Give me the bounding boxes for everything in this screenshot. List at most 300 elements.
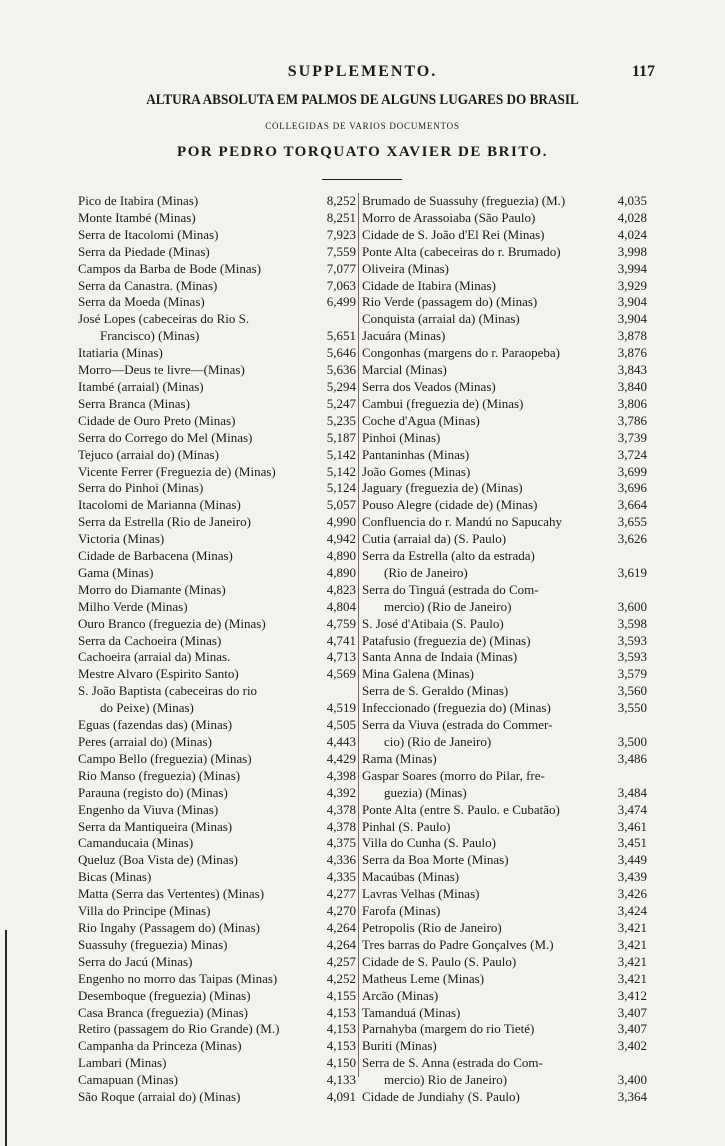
- table-entry: [78, 193, 356, 210]
- table-entry: [78, 244, 356, 261]
- altitude-value: 8,251: [326, 209, 356, 225]
- place-name: Suassuhy (freguezia) Minas): [78, 936, 228, 952]
- altitude-value: 7,077: [326, 260, 356, 276]
- place-name: Queluz (Boa Vista de) (Minas): [78, 852, 238, 868]
- table-entry: [359, 362, 647, 379]
- altitude-value: 3,400: [617, 1072, 647, 1088]
- altitude-value: 3,598: [617, 615, 647, 631]
- altitude-value: 4,264: [326, 919, 356, 935]
- place-name: Morro do Diamante (Minas): [78, 581, 226, 597]
- altitude-value: 4,153: [326, 1038, 356, 1054]
- place-name: Pinhal (S. Paulo): [362, 818, 451, 834]
- place-name: Campo Bello (freguezia) (Minas): [78, 750, 252, 766]
- place-name: Jaguary (freguezia de) (Minas): [362, 480, 523, 496]
- place-name: Serra de S. Anna (estrada do Com-: [362, 1055, 543, 1071]
- table-entry: [78, 683, 356, 717]
- altitude-value: 4,252: [326, 970, 356, 986]
- table-entry: [78, 971, 356, 988]
- table-entry: [359, 413, 647, 430]
- place-name: Marcial (Minas): [362, 362, 447, 378]
- table-entry: [359, 447, 647, 464]
- table-entry: [359, 717, 647, 751]
- table-entry: [359, 531, 647, 548]
- place-name: Farofa (Minas): [362, 903, 441, 919]
- place-name: Serra da Viuva (estrada do Commer-: [362, 717, 553, 733]
- place-name: Matta (Serra das Vertentes) (Minas): [78, 886, 265, 902]
- table-entry: [359, 430, 647, 447]
- table-title: ALTURA ABSOLUTA EM PALMOS DE ALGUNS LUGARES DO BRASIL: [146, 92, 579, 108]
- table-entry: [359, 1038, 647, 1055]
- place-name: Francisco) (Minas): [100, 328, 200, 344]
- place-name: São Roque (arraial do) (Minas): [78, 1089, 241, 1105]
- altitude-value: 3,364: [617, 1089, 647, 1105]
- place-name: Cidade de Barbacena (Minas): [78, 548, 233, 564]
- place-name: Serra da Piedade (Minas): [78, 243, 210, 259]
- altitude-value: 3,550: [617, 700, 647, 716]
- altitude-value: 3,421: [617, 953, 647, 969]
- table-entry: [78, 379, 356, 396]
- place-name: Serra da Mantiqueira (Minas): [78, 818, 233, 834]
- table-entry: [359, 548, 647, 582]
- altitude-value: 4,133: [326, 1072, 356, 1088]
- place-name: Retiro (passagem do Rio Grande) (M.): [78, 1021, 280, 1037]
- place-name: (Rio de Janeiro): [384, 564, 468, 580]
- place-name: Camanducaia (Minas): [78, 835, 194, 851]
- table-entry: [78, 311, 356, 345]
- altitude-value: 3,421: [617, 970, 647, 986]
- altitude-value: 7,063: [326, 277, 356, 293]
- place-name: Itatiaria (Minas): [78, 345, 163, 361]
- altitude-value: 3,424: [617, 903, 647, 919]
- table-entry: [78, 447, 356, 464]
- altitude-value: 4,028: [617, 209, 647, 225]
- table-entry: [359, 768, 647, 802]
- altitude-value: 3,500: [617, 734, 647, 749]
- place-name: Morro de Arassoiaba (São Paulo): [362, 209, 536, 225]
- table-entry: [78, 717, 356, 734]
- table-entry: [359, 328, 647, 345]
- altitude-value: 4,091: [326, 1089, 356, 1105]
- table-entry: [359, 1021, 647, 1038]
- place-name: Macaúbas (Minas): [362, 869, 460, 885]
- place-name: Serra da Canastra. (Minas): [78, 277, 218, 293]
- altitude-value: 3,664: [617, 497, 647, 513]
- altitude-value: 4,569: [326, 666, 356, 682]
- table-entry: [78, 1005, 356, 1022]
- place-name: Serra de S. Geraldo (Minas): [362, 683, 509, 699]
- table-entry: [359, 497, 647, 514]
- table-entry: [359, 210, 647, 227]
- place-name: Tres barras do Padre Gonçalves (M.): [362, 936, 554, 952]
- altitude-value: 4,378: [326, 818, 356, 834]
- place-name: Campanha da Princeza (Minas): [78, 1038, 242, 1054]
- altitude-value: 3,696: [617, 480, 647, 496]
- altitude-value: 4,759: [326, 615, 356, 631]
- altitude-value: 3,904: [617, 294, 647, 310]
- table-entry: [78, 278, 356, 295]
- place-name: Ponte Alta (entre S. Paulo. e Cubatão): [362, 801, 560, 817]
- place-name: cio) (Rio de Janeiro): [384, 734, 492, 749]
- altitude-value: 3,486: [617, 750, 647, 766]
- table-entry: [359, 261, 647, 278]
- place-name: José Lopes (cabeceiras do Rio S.: [78, 311, 250, 327]
- altitude-value: 5,142: [326, 446, 356, 462]
- altitude-value: 3,600: [617, 598, 647, 614]
- altitude-value: 3,560: [617, 683, 647, 699]
- altitude-value: 3,449: [617, 852, 647, 868]
- place-name: Brumado de Suassuhy (freguezia) (M.): [362, 193, 566, 208]
- table-entry: [359, 971, 647, 988]
- table-entry: [78, 261, 356, 278]
- place-name: Cutia (arraial da) (S. Paulo): [362, 531, 507, 547]
- table-entry: [359, 869, 647, 886]
- place-name: Desemboque (freguezia) (Minas): [78, 987, 251, 1003]
- table-entry: [359, 852, 647, 869]
- altitude-value: 3,806: [617, 395, 647, 411]
- altitude-value: 4,153: [326, 1021, 356, 1037]
- place-name: Cidade de Itabira (Minas): [362, 277, 496, 293]
- place-name: Ouro Branco (freguezia de) (Minas): [78, 615, 266, 631]
- table-entry: [78, 616, 356, 633]
- place-name: Cidade de Jundiahy (S. Paulo): [362, 1089, 520, 1105]
- table-entry: [78, 633, 356, 650]
- table-entry: [359, 1005, 647, 1022]
- altitude-value: 3,402: [617, 1038, 647, 1054]
- altitude-value: 4,505: [326, 717, 356, 733]
- altitude-value: 4,942: [326, 531, 356, 547]
- table-entry: [359, 227, 647, 244]
- place-name: Camapuan (Minas): [78, 1072, 179, 1088]
- altitude-value: 4,392: [326, 784, 356, 800]
- altitude-value: 4,024: [617, 226, 647, 242]
- place-name: Campos da Barba de Bode (Minas): [78, 260, 262, 276]
- table-entry: [359, 903, 647, 920]
- table-entry: [359, 666, 647, 683]
- place-name: Serra da Cachoeira (Minas): [78, 632, 222, 648]
- altitude-value: 6,499: [326, 294, 356, 310]
- altitude-value: 4,257: [326, 953, 356, 969]
- place-name: Buriti (Minas): [362, 1038, 437, 1054]
- altitude-value: 5,636: [326, 362, 356, 378]
- table-entry: [78, 514, 356, 531]
- right-column: [358, 193, 647, 1105]
- table-entry: [78, 1055, 356, 1072]
- altitude-value: 4,429: [326, 750, 356, 766]
- altitude-value: 3,739: [617, 429, 647, 445]
- table-entry: [78, 1089, 356, 1106]
- table-entry: [78, 835, 356, 852]
- table-entry: [359, 835, 647, 852]
- altitude-value: 4,336: [326, 852, 356, 868]
- table-entry: [359, 700, 647, 717]
- table-entry: [359, 683, 647, 700]
- altitude-value: 3,593: [617, 649, 647, 665]
- table-entry: [359, 819, 647, 836]
- table-entry: [78, 413, 356, 430]
- table-entry: [78, 464, 356, 481]
- altitude-value: 4,153: [326, 1004, 356, 1020]
- place-name: Infeccionado (freguezia do) (Minas): [362, 700, 551, 716]
- table-entry: [78, 531, 356, 548]
- altitude-value: 3,699: [617, 463, 647, 479]
- table-entry: [359, 345, 647, 362]
- place-name: Arcão (Minas): [362, 987, 439, 1003]
- altitude-value: 7,559: [326, 243, 356, 259]
- altitude-value: 5,187: [326, 429, 356, 445]
- altitude-value: 3,426: [617, 886, 647, 902]
- place-name: Tejuco (arraial do) (Minas): [78, 446, 219, 462]
- place-name: Serra do Pinhoi (Minas): [78, 480, 204, 496]
- altitude-value: 3,994: [617, 260, 647, 276]
- table-entry: [78, 582, 356, 599]
- place-name: Morro—Deus te livre—(Minas): [78, 362, 245, 378]
- altitude-value: 5,235: [326, 412, 356, 428]
- place-name: Santa Anna de Indaia (Minas): [362, 649, 518, 665]
- altitude-value: 4,804: [326, 598, 356, 614]
- table-entry: [359, 480, 647, 497]
- table-entry: [359, 751, 647, 768]
- table-entry: [78, 869, 356, 886]
- table-entry: [78, 886, 356, 903]
- altitude-value: 5,247: [326, 395, 356, 411]
- altitude-value: 3,484: [617, 784, 647, 800]
- place-name: Conquista (arraial da) (Minas): [362, 311, 520, 327]
- place-name: Rio Manso (freguezia) (Minas): [78, 767, 241, 783]
- running-head: [0, 63, 725, 83]
- table-entry: [78, 1038, 356, 1055]
- place-name: Engenho no morro das Taipas (Minas): [78, 970, 278, 986]
- place-name: Pinhoi (Minas): [362, 429, 441, 445]
- margin-line: [5, 930, 7, 1146]
- place-name: Oliveira (Minas): [362, 260, 450, 276]
- running-title: SUPPLEMENTO.: [287, 63, 438, 80]
- table-entry: [78, 988, 356, 1005]
- place-name: Serra do Tinguá (estrada do Com-: [362, 581, 539, 597]
- place-name: Lavras Velhas (Minas): [362, 886, 480, 902]
- table-entry: [78, 1021, 356, 1038]
- table-entry: [78, 785, 356, 802]
- place-name: Lambari (Minas): [78, 1055, 167, 1071]
- place-name: Confluencia do r. Mandú no Sapucahy: [362, 514, 563, 530]
- table-entry: [359, 1055, 647, 1089]
- altitude-value: 4,155: [326, 987, 356, 1003]
- altitude-value: 4,823: [326, 581, 356, 597]
- altitude-value: 4,398: [326, 767, 356, 783]
- altitude-value: 3,626: [617, 531, 647, 547]
- table-entry: [359, 514, 647, 531]
- place-name: guezia) (Minas): [384, 784, 467, 800]
- place-name: Patafusio (freguezia de) (Minas): [362, 632, 531, 648]
- place-name: Victoria (Minas): [78, 531, 165, 547]
- table-entry: [78, 666, 356, 683]
- place-name: Pico de Itabira (Minas): [78, 193, 199, 208]
- place-name: Cambui (freguezia de) (Minas): [362, 395, 524, 411]
- title-rule: [322, 179, 402, 180]
- altitude-value: 3,786: [617, 412, 647, 428]
- altitude-value: 4,378: [326, 801, 356, 817]
- altitude-value: 4,375: [326, 835, 356, 851]
- place-name: Monte Itambé (Minas): [78, 209, 196, 225]
- place-name: Coche d'Agua (Minas): [362, 412, 480, 428]
- place-name: Mina Galena (Minas): [362, 666, 474, 682]
- place-name: Serra Branca (Minas): [78, 395, 190, 411]
- place-name: Cachoeira (arraial da) Minas.: [78, 649, 231, 665]
- altitude-value: 4,277: [326, 886, 356, 902]
- table-entry: [78, 768, 356, 785]
- altitude-value: 3,998: [617, 243, 647, 259]
- place-name: Serra do Jacú (Minas): [78, 953, 193, 969]
- place-name: Casa Branca (freguezia) (Minas): [78, 1004, 248, 1020]
- place-name: Pouso Alegre (cidade de) (Minas): [362, 497, 538, 513]
- table-entry: [78, 548, 356, 565]
- table-entry: [359, 886, 647, 903]
- table-entry: [359, 193, 647, 210]
- table-entry: [78, 227, 356, 244]
- place-name: S. João Baptista (cabeceiras do rio: [78, 683, 258, 699]
- author-line: POR PEDRO TORQUATO XAVIER DE BRITO.: [177, 144, 548, 160]
- table-entry: [78, 819, 356, 836]
- left-column: [78, 193, 356, 1106]
- table-entry: [359, 954, 647, 971]
- place-name: Vicente Ferrer (Freguezia de) (Minas): [78, 463, 276, 479]
- place-name: Rio Verde (passagem do) (Minas): [362, 294, 538, 310]
- altitude-value: 3,929: [617, 277, 647, 293]
- altitude-value: 3,451: [617, 835, 647, 851]
- altitude-value: 3,724: [617, 446, 647, 462]
- altitude-value: 3,876: [617, 345, 647, 361]
- table-entry: [78, 497, 356, 514]
- place-name: Rio Ingahy (Passagem do) (Minas): [78, 919, 260, 935]
- altitude-value: 3,412: [617, 987, 647, 1003]
- altitude-value: 3,407: [617, 1021, 647, 1037]
- place-name: Villa do Cunha (S. Paulo): [362, 835, 496, 851]
- altitude-value: 5,651: [326, 328, 356, 344]
- altitude-value: 3,439: [617, 869, 647, 885]
- place-name: Milho Verde (Minas): [78, 598, 188, 614]
- table-entry: [359, 379, 647, 396]
- table-entry: [359, 920, 647, 937]
- altitude-value: 3,593: [617, 632, 647, 648]
- table-entry: [78, 920, 356, 937]
- altitude-value: 3,461: [617, 818, 647, 834]
- place-name: Serra dos Veados (Minas): [362, 378, 496, 394]
- table-entry: [78, 954, 356, 971]
- place-name: Itacolomi de Marianna (Minas): [78, 497, 241, 513]
- table-entry: [78, 937, 356, 954]
- altitude-value: 3,904: [617, 311, 647, 327]
- altitude-value: 3,840: [617, 378, 647, 394]
- place-name: mercio) (Rio de Janeiro): [384, 598, 512, 614]
- table-entry: [359, 649, 647, 666]
- altitude-value: 3,421: [617, 919, 647, 935]
- table-entry: [359, 311, 647, 328]
- place-name: Cidade de Ouro Preto (Minas): [78, 412, 236, 428]
- altitude-value: 5,057: [326, 497, 356, 513]
- altitude-value: 3,878: [617, 328, 647, 344]
- place-name: Jacuára (Minas): [362, 328, 446, 344]
- altitude-value: 4,264: [326, 936, 356, 952]
- altitude-value: 5,646: [326, 345, 356, 361]
- table-entry: [359, 582, 647, 616]
- place-name: Eguas (fazendas das) (Minas): [78, 717, 233, 733]
- place-name: Gaspar Soares (morro do Pilar, fre-: [362, 767, 545, 783]
- place-name: Villa do Principe (Minas): [78, 903, 211, 919]
- place-name: Gama (Minas): [78, 564, 154, 580]
- place-name: Parauna (registo do) (Minas): [78, 784, 228, 800]
- table-entry: [78, 565, 356, 582]
- altitude-value: 4,270: [326, 903, 356, 919]
- place-name: Serra da Boa Morte (Minas): [362, 852, 509, 868]
- altitude-value: 5,142: [326, 463, 356, 479]
- table-entry: [78, 903, 356, 920]
- place-name: Peres (arraial do) (Minas): [78, 734, 212, 749]
- altitude-value: 4,035: [617, 193, 647, 208]
- place-name: Serra do Corrego do Mel (Minas): [78, 429, 253, 445]
- place-name: S. José d'Atibaia (S. Paulo): [362, 615, 504, 631]
- table-entry: [78, 599, 356, 616]
- altitude-value: 3,655: [617, 514, 647, 530]
- place-name: Matheus Leme (Minas): [362, 970, 485, 986]
- table-entry: [359, 988, 647, 1005]
- place-name: Petropolis (Rio de Janeiro): [362, 919, 502, 935]
- altitude-value: 7,923: [326, 226, 356, 242]
- altitude-value: 4,741: [326, 632, 356, 648]
- table-entry: [78, 1072, 356, 1089]
- altitude-value: 4,443: [326, 734, 356, 749]
- table-entry: [78, 294, 356, 311]
- altitude-value: 5,294: [326, 378, 356, 394]
- place-name: Rama (Minas): [362, 750, 437, 766]
- table-entry: [359, 294, 647, 311]
- place-name: do Peixe) (Minas): [100, 700, 194, 716]
- altitude-value: 4,990: [326, 514, 356, 530]
- altitude-value: 4,335: [326, 869, 356, 885]
- table-entry: [78, 210, 356, 227]
- altitude-value: 4,890: [326, 548, 356, 564]
- table-entry: [359, 396, 647, 413]
- altitude-value: 3,474: [617, 801, 647, 817]
- table-entry: [78, 362, 356, 379]
- page-number: 117: [631, 63, 655, 80]
- table-entry: [78, 649, 356, 666]
- place-name: Mestre Alvaro (Espirito Santo): [78, 666, 239, 682]
- table-entry: [78, 396, 356, 413]
- altitude-value: 8,252: [326, 193, 356, 208]
- altitude-value: 3,407: [617, 1004, 647, 1020]
- altitude-value: 5,124: [326, 480, 356, 496]
- place-name: Tamanduá (Minas): [362, 1004, 461, 1020]
- place-name: Serra da Estrella (alto da estrada): [362, 548, 535, 564]
- place-name: Pantaninhas (Minas): [362, 446, 470, 462]
- place-name: Bicas (Minas): [78, 869, 152, 885]
- table-subtitle: COLLEGIDAS DE VARIOS DOCUMENTOS: [265, 121, 460, 131]
- table-entry: [78, 345, 356, 362]
- place-name: Serra de Itacolomi (Minas): [78, 226, 219, 242]
- altitude-value: 4,890: [326, 564, 356, 580]
- altitude-value: 3,579: [617, 666, 647, 682]
- place-name: Cidade de S. João d'El Rei (Minas): [362, 226, 545, 242]
- place-name: João Gomes (Minas): [362, 463, 471, 479]
- table-entry: [359, 802, 647, 819]
- table-entry: [359, 633, 647, 650]
- place-name: Engenho da Viuva (Minas): [78, 801, 219, 817]
- altitude-value: 4,519: [326, 700, 356, 716]
- place-name: mercio) Rio de Janeiro): [384, 1072, 508, 1088]
- table-entry: [359, 1089, 647, 1106]
- table-entry: [359, 616, 647, 633]
- altitude-value: 4,150: [326, 1055, 356, 1071]
- table-entry: [78, 852, 356, 869]
